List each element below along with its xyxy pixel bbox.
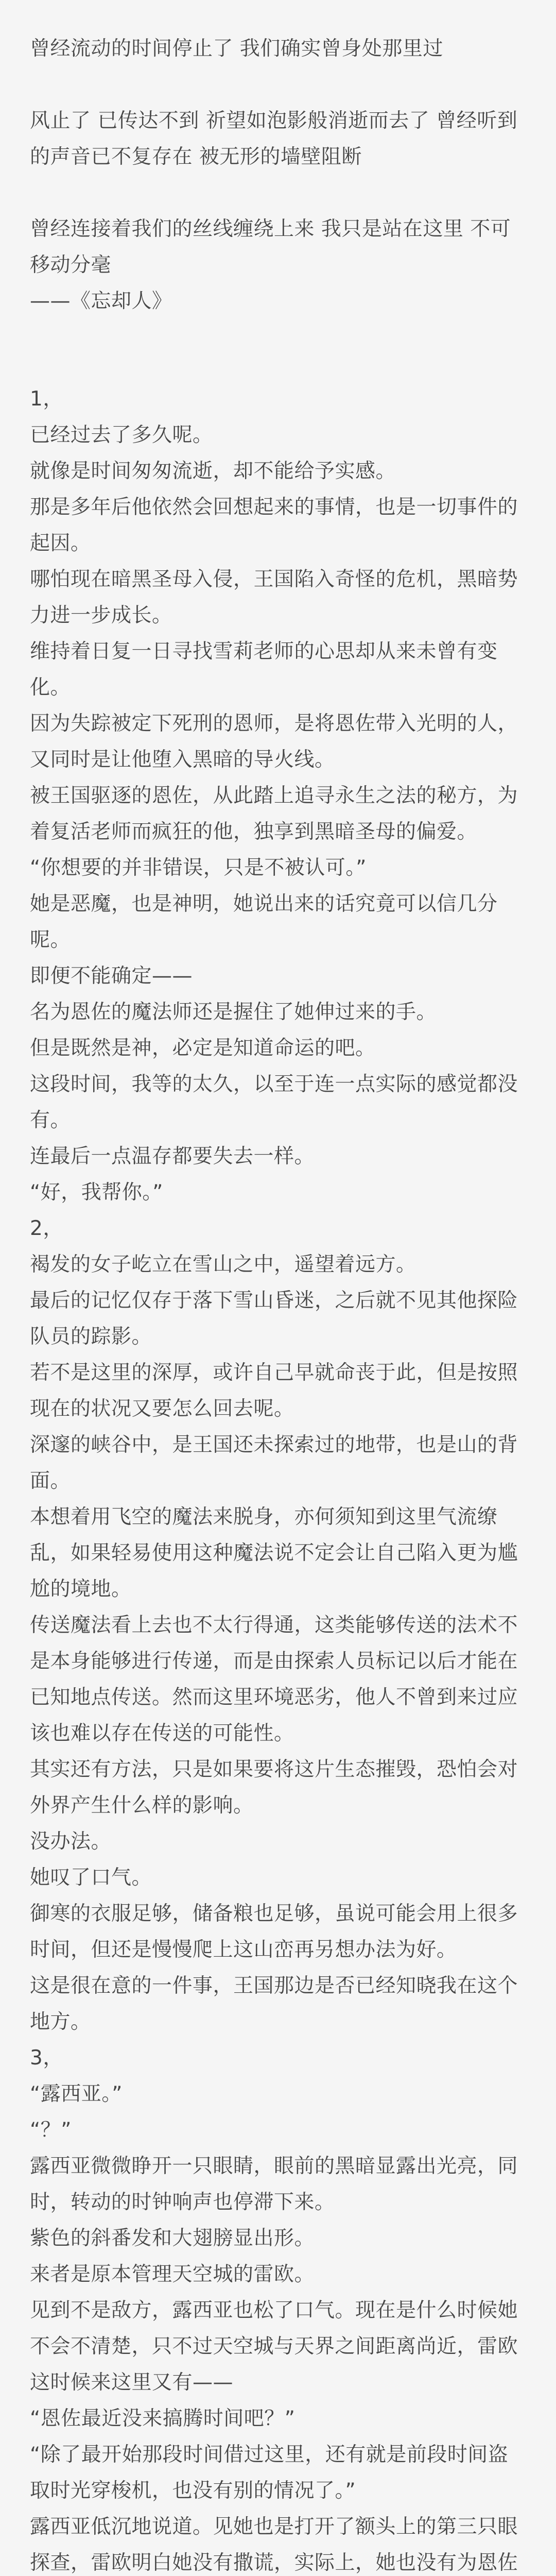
article-paragraph: 那是多年后他依然会回想起来的事情，也是一切事件的起因。 <box>30 496 518 555</box>
epigraph-gap <box>30 175 525 211</box>
article-paragraph: 这是很在意的一件事，王国那边是否已经知晓我在这个地方。 <box>30 1974 518 2033</box>
article-paragraph: 但是既然是神，必定是知道命运的吧。 <box>30 1037 376 1060</box>
article-paragraph: 深邃的峡谷中，是王国还未探索过的地带，也是山的背面。 <box>30 1433 518 1493</box>
article-paragraph: 传送魔法看上去也不太行得通，这类能够传送的法术不是本身能够进行传递，而是由探索人员标记以后才能在已知地点传送。然而这里环境恶劣，他人不曾到来过应该也难以存在传送的可能性。 <box>30 1614 518 1745</box>
article-paragraph: 这段时间，我等的太久，以至于连一点实际的感觉都没有。 <box>30 1073 518 1132</box>
article-paragraph: 因为失踪被定下死刑的恩师，是将恩佐带入光明的人，又同时是让他堕入黑暗的导火线。 <box>30 712 518 771</box>
epigraph-source: ——《忘却人》 <box>30 290 172 313</box>
epigraph-gap <box>30 67 525 103</box>
article-paragraph: 来者是原本管理天空城的雷欧。 <box>30 2263 315 2286</box>
article-paragraph: 见到不是敌方，露西亚也松了口气。现在是什么时候她不会不清楚，只不过天空城与天界之间距离尚近，雷欧这时候来这里又有—— <box>30 2299 518 2394</box>
article-body <box>0 381 556 2576</box>
article-paragraph: “？” <box>30 2119 72 2142</box>
article-paragraph: 紫色的斜番发和大翅膀显出形。 <box>30 2227 315 2250</box>
article-paragraph: 最后的记忆仅存于落下雪山昏迷，之后就不见其他探险队员的踪影。 <box>30 1289 518 1348</box>
epigraph-line-3: 曾经连接着我们的丝线缠绕上来 我只是站在这里 不可移动分毫 <box>30 217 511 277</box>
article-paragraph: 维持着日复一日寻找雪莉老师的心思却从来未曾有变化。 <box>30 640 498 699</box>
article-paragraph: 已经过去了多久呢。 <box>30 423 213 447</box>
article-paragraph: 她叹了口气。 <box>30 1866 152 1889</box>
article-paragraph: 1， <box>30 387 63 411</box>
article-paragraph: 哪怕现在暗黑圣母入侵，王国陷入奇怪的危机，黑暗势力进一步成长。 <box>30 568 518 627</box>
epigraph-line-1: 曾经流动的时间停止了 我们确实曾身处那里过 <box>30 37 443 60</box>
article-paragraph: “除了最开始那段时间借过这里，还有就是前段时间盗取时光穿梭机，也没有别的情况了。” <box>30 2443 509 2502</box>
article-paragraph: 露西亚微微睁开一只眼睛，眼前的黑暗显露出光亮，同时，转动的时钟响声也停滞下来。 <box>30 2155 518 2214</box>
article-paragraph: 她是恶魔，也是神明，她说出来的话究竟可以信几分呢。 <box>30 892 498 952</box>
article-paragraph: “好，我帮你。” <box>30 1181 163 1204</box>
epigraph-line-2: 风止了 已传达不到 祈望如泡影般消逝而去了 曾经听到的声音已不复存在 被无形的墙壁阻断 <box>30 109 518 168</box>
article-paragraph: 露西亚低沉地说道。见她也是打开了额头上的第三只眼探查，雷欧明白她没有撒谎，实际上，她也没有为恩佐 <box>30 2515 518 2574</box>
article-paragraph: “露西亚。” <box>30 2082 123 2106</box>
article-paragraph: 其实还有方法，只是如果要将这片生态摧毁，恐怕会对外界产生什么样的影响。 <box>30 1758 518 1817</box>
article-paragraph: 若不是这里的深厚，或许自己早就命丧于此，但是按照现在的状况又要怎么回去呢。 <box>30 1361 518 1420</box>
article-paragraph: 就像是时间匆匆流逝，却不能给予实感。 <box>30 460 396 483</box>
article-paragraph: 褐发的女子屹立在雪山之中，遥望着远方。 <box>30 1253 416 1276</box>
article-paragraph: 御寒的衣服足够，储备粮也足够，虽说可能会用上很多时间，但还是慢慢爬上这山峦再另想办法为好。 <box>30 1902 518 1961</box>
article-paragraph: 本想着用飞空的魔法来脱身，亦何须知到这里气流缭乱，如果轻易使用这种魔法说不定会让自己陷入更为尴尬的境地。 <box>30 1505 518 1601</box>
article-paragraph: 即便不能确定—— <box>30 964 193 988</box>
article-paragraph: 被王国驱逐的恩佐，从此踏上追寻永生之法的秘方，为着复活老师而疯狂的他，独享到黑暗圣母的偏爱。 <box>30 784 518 843</box>
article-paragraph: 没办法。 <box>30 1830 112 1853</box>
article-paragraph: “你想要的并非错误，只是不被认可。” <box>30 856 367 879</box>
article-paragraph: 连最后一点温存都要失去一样。 <box>30 1145 315 1168</box>
article-paragraph: “恩佐最近没来搞腾时间吧？” <box>30 2407 296 2430</box>
article-paragraph: 3， <box>30 2046 63 2070</box>
article-paragraph: 2， <box>30 1217 63 1240</box>
epigraph <box>0 0 556 381</box>
article-paragraph: 名为恩佐的魔法师还是握住了她伸过来的手。 <box>30 1001 437 1024</box>
